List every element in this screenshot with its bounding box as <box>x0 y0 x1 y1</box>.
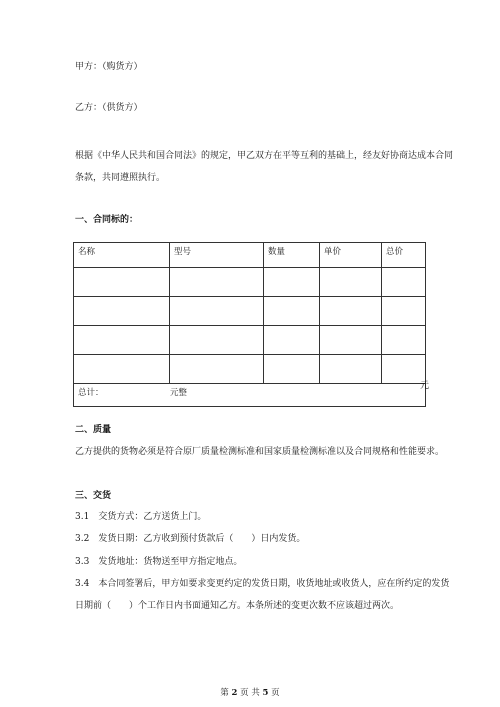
footer-prefix: 第 <box>220 688 229 698</box>
table-cell <box>170 326 264 355</box>
goods-table <box>73 242 426 407</box>
table-cell <box>264 326 320 355</box>
table-cell <box>170 268 264 297</box>
table-cell <box>170 355 264 384</box>
footer-page-number: 2 <box>231 688 238 698</box>
total-cut-char-text: 元 <box>420 381 430 391</box>
table-total-row <box>74 384 426 407</box>
table-cell <box>320 268 382 297</box>
total-label: 总计： <box>78 388 104 398</box>
table-cell <box>382 297 426 326</box>
section-3-item-4-line-2: 日期前（ ）个工作日内书面通知乙方。本条所述的变更次数不应该超过两次。 <box>75 601 400 611</box>
table-row <box>74 297 426 326</box>
table-row <box>74 355 426 384</box>
header-quantity: 数量 <box>264 243 320 268</box>
table-cell <box>74 355 170 384</box>
footer-total-pages: 5 <box>262 688 269 698</box>
table-cell <box>74 297 170 326</box>
table-cell <box>320 326 382 355</box>
section-3-item-1: 3.1 交货方式：乙方送货上门。 <box>75 512 207 522</box>
section-3-item-2: 3.2 发货日期：乙方收到预付货款后（ ）日内发货。 <box>75 534 306 544</box>
table-cell <box>264 297 320 326</box>
header-unit-price: 单价 <box>320 243 382 268</box>
section-1-title: 一、合同标的： <box>75 215 139 225</box>
section-3-item-4-line-1: 3.4 本合同签署后，甲方如要求变更约定的发货日期，收货地址或收货人，应在所约定的发货 <box>75 579 450 589</box>
header-total-price: 总价 <box>382 243 426 268</box>
table-cell <box>264 355 320 384</box>
table-row <box>74 268 426 297</box>
table-cell <box>382 268 426 297</box>
table-cell <box>74 268 170 297</box>
page-footer <box>0 686 500 698</box>
section-2-title: 二、质量 <box>75 425 112 435</box>
table-cell <box>382 355 426 384</box>
party-b-label: 乙方：（供货方） <box>75 103 143 113</box>
header-model: 型号 <box>170 243 264 268</box>
section-2-text: 乙方提供的货物必须是符合原厂质量检测标准和国家质量检测标准以及合同规格和性能要求。 <box>75 447 445 457</box>
intro-paragraph-line-2: 条款，共同遵照执行。 <box>75 173 166 183</box>
section-3-item-3: 3.3 发货地址：货物送至甲方指定地点。 <box>75 557 243 567</box>
header-name: 名称 <box>74 243 170 268</box>
footer-suffix: 页 <box>271 688 280 698</box>
table-cell <box>170 297 264 326</box>
party-a-label: 甲方：（购货方） <box>75 62 143 72</box>
total-cell <box>74 384 426 407</box>
table-cell <box>74 326 170 355</box>
footer-mid: 页 共 <box>240 688 260 698</box>
table-cell <box>264 268 320 297</box>
table-header-row <box>74 243 426 268</box>
table-cell <box>320 355 382 384</box>
total-unit: 元整 <box>170 388 188 398</box>
table-cell <box>382 326 426 355</box>
intro-paragraph-line-1: 根据《中华人民共和国合同法》的规定，甲乙双方在平等互利的基础上，经友好协商达成本合同 <box>75 151 454 161</box>
table-row <box>74 326 426 355</box>
total-cut-character <box>420 378 430 392</box>
table-cell <box>320 297 382 326</box>
section-3-title: 三、交货 <box>75 491 112 501</box>
